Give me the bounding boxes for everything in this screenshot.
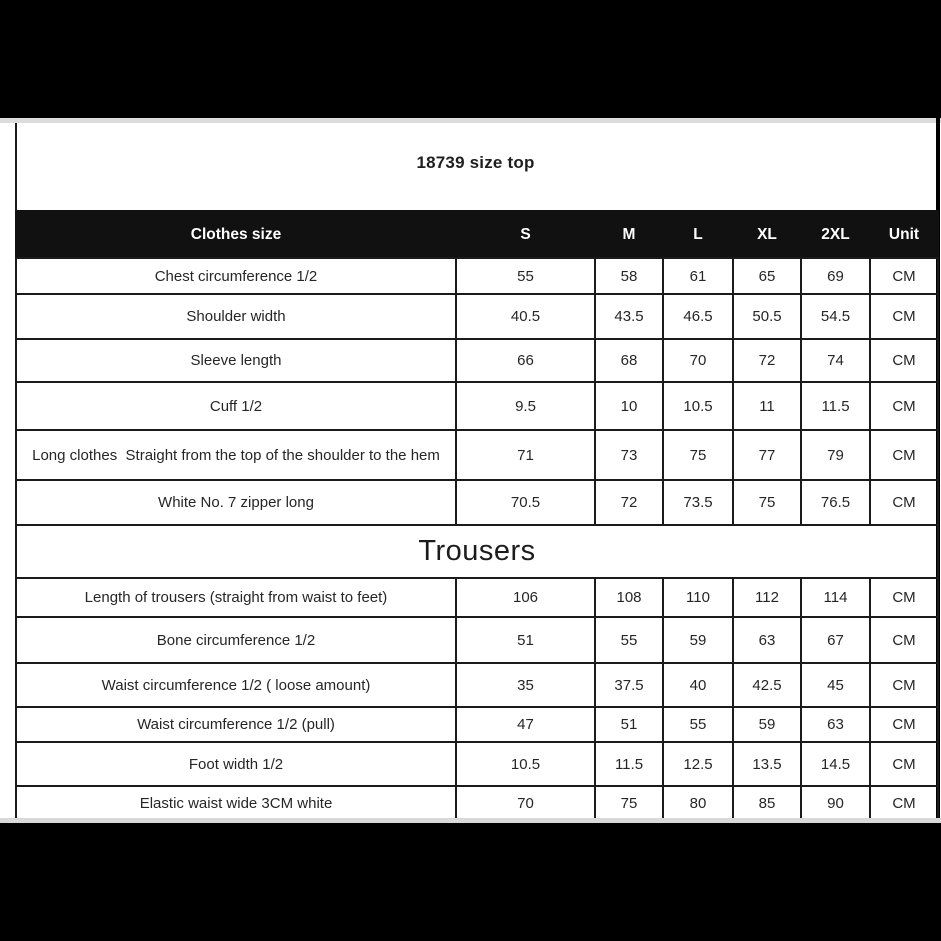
value-s: 66 (456, 339, 595, 382)
value-m: 10 (595, 382, 663, 430)
value-s: 55 (456, 258, 595, 294)
row-label: Shoulder width (16, 294, 456, 339)
table-row (16, 430, 938, 480)
value-xl: 13.5 (733, 742, 801, 786)
value-xl: 11 (733, 382, 801, 430)
row-label: Waist circumference 1/2 ( loose amount) (16, 663, 456, 707)
value-m: 37.5 (595, 663, 663, 707)
value-2xl: 45 (801, 663, 870, 707)
table-row (16, 742, 938, 786)
value-2xl: 14.5 (801, 742, 870, 786)
value-m: 72 (595, 480, 663, 525)
header-cell-size-xl: XL (733, 211, 801, 258)
value-l: 10.5 (663, 382, 733, 430)
value-l: 110 (663, 578, 733, 617)
value-s: 71 (456, 430, 595, 480)
value-l: 40 (663, 663, 733, 707)
top-divider-strip (0, 118, 941, 123)
value-s: 106 (456, 578, 595, 617)
table-row (16, 339, 938, 382)
value-l: 12.5 (663, 742, 733, 786)
value-xl: 50.5 (733, 294, 801, 339)
value-l: 80 (663, 786, 733, 820)
value-2xl: 11.5 (801, 382, 870, 430)
row-label: Elastic waist wide 3CM white (16, 786, 456, 820)
unit-cell: CM (870, 742, 938, 786)
value-2xl: 79 (801, 430, 870, 480)
value-xl: 72 (733, 339, 801, 382)
row-label: Length of trousers (straight from waist to feet) (16, 578, 456, 617)
row-label: Cuff 1/2 (16, 382, 456, 430)
unit-cell: CM (870, 382, 938, 430)
table-row (16, 480, 938, 525)
unit-cell: CM (870, 786, 938, 820)
value-xl: 42.5 (733, 663, 801, 707)
value-m: 55 (595, 617, 663, 663)
size-chart-table (15, 210, 939, 821)
value-s: 51 (456, 617, 595, 663)
value-s: 70.5 (456, 480, 595, 525)
unit-cell: CM (870, 480, 938, 525)
row-label: Foot width 1/2 (16, 742, 456, 786)
value-l: 55 (663, 707, 733, 742)
table-row (16, 382, 938, 430)
value-s: 10.5 (456, 742, 595, 786)
value-s: 9.5 (456, 382, 595, 430)
value-xl: 59 (733, 707, 801, 742)
value-m: 68 (595, 339, 663, 382)
value-m: 73 (595, 430, 663, 480)
row-label: Chest circumference 1/2 (16, 258, 456, 294)
header-cell-size-l: L (663, 211, 733, 258)
value-m: 108 (595, 578, 663, 617)
value-2xl: 90 (801, 786, 870, 820)
section-header-row (16, 525, 938, 578)
value-m: 51 (595, 707, 663, 742)
value-s: 35 (456, 663, 595, 707)
value-m: 11.5 (595, 742, 663, 786)
value-2xl: 54.5 (801, 294, 870, 339)
unit-cell: CM (870, 578, 938, 617)
value-xl: 63 (733, 617, 801, 663)
value-xl: 77 (733, 430, 801, 480)
unit-cell: CM (870, 294, 938, 339)
value-2xl: 67 (801, 617, 870, 663)
value-l: 61 (663, 258, 733, 294)
header-cell-size-m: M (595, 211, 663, 258)
section-header-trousers: Trousers (16, 525, 938, 578)
table-row (16, 663, 938, 707)
header-cell-size-2xl: 2XL (801, 211, 870, 258)
table-row (16, 294, 938, 339)
unit-cell: CM (870, 339, 938, 382)
value-l: 46.5 (663, 294, 733, 339)
row-label: Waist circumference 1/2 (pull) (16, 707, 456, 742)
table-row (16, 617, 938, 663)
row-label: Long clothes Straight from the top of the shoulder to the hem (16, 430, 456, 480)
unit-cell: CM (870, 707, 938, 742)
value-2xl: 74 (801, 339, 870, 382)
value-2xl: 63 (801, 707, 870, 742)
value-2xl: 114 (801, 578, 870, 617)
value-l: 70 (663, 339, 733, 382)
value-s: 70 (456, 786, 595, 820)
value-s: 40.5 (456, 294, 595, 339)
unit-cell: CM (870, 258, 938, 294)
value-2xl: 76.5 (801, 480, 870, 525)
value-xl: 75 (733, 480, 801, 525)
table-row (16, 258, 938, 294)
value-xl: 112 (733, 578, 801, 617)
header-cell-unit: Unit (870, 211, 938, 258)
table-row (16, 707, 938, 742)
top-letterbox-bar (0, 0, 941, 118)
header-row (16, 211, 938, 258)
bottom-letterbox-bar (0, 823, 941, 941)
table-row (16, 578, 938, 617)
row-label: White No. 7 zipper long (16, 480, 456, 525)
unit-cell: CM (870, 430, 938, 480)
page-title: 18739 size top (416, 153, 535, 172)
value-m: 75 (595, 786, 663, 820)
unit-cell: CM (870, 617, 938, 663)
table-row (16, 786, 938, 820)
value-m: 43.5 (595, 294, 663, 339)
value-l: 75 (663, 430, 733, 480)
header-cell-size-s: S (456, 211, 595, 258)
row-label: Bone circumference 1/2 (16, 617, 456, 663)
value-s: 47 (456, 707, 595, 742)
value-2xl: 69 (801, 258, 870, 294)
row-label: Sleeve length (16, 339, 456, 382)
header-cell-clothes-size: Clothes size (16, 211, 456, 258)
value-xl: 85 (733, 786, 801, 820)
unit-cell: CM (870, 663, 938, 707)
value-m: 58 (595, 258, 663, 294)
value-l: 59 (663, 617, 733, 663)
value-l: 73.5 (663, 480, 733, 525)
value-xl: 65 (733, 258, 801, 294)
